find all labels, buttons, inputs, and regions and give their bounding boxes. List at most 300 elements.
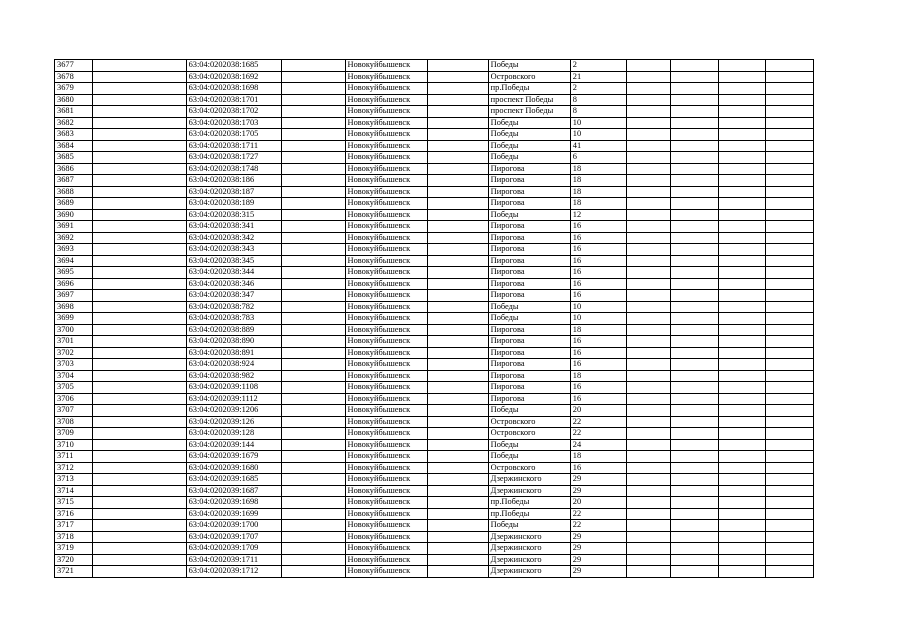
street-cell: Пирогова xyxy=(488,382,570,394)
blank-cell xyxy=(765,60,814,72)
house-number-cell: 2 xyxy=(570,60,626,72)
blank-cell xyxy=(626,439,670,451)
row-number-cell: 3683 xyxy=(55,129,93,141)
street-cell: Победы xyxy=(488,313,570,325)
blank-cell xyxy=(92,163,186,175)
city-cell: Новокуйбышевск xyxy=(345,83,427,95)
blank-cell xyxy=(670,416,718,428)
row-number-cell: 3718 xyxy=(55,531,93,543)
blank-cell xyxy=(765,347,814,359)
row-number-cell: 3720 xyxy=(55,554,93,566)
blank-cell xyxy=(765,232,814,244)
city-cell: Новокуйбышевск xyxy=(345,336,427,348)
table-row xyxy=(55,428,814,440)
blank-cell xyxy=(282,301,345,313)
blank-cell xyxy=(626,347,670,359)
blank-cell xyxy=(719,393,765,405)
blank-cell xyxy=(427,255,488,267)
blank-cell xyxy=(282,393,345,405)
blank-cell xyxy=(427,140,488,152)
city-cell: Новокуйбышевск xyxy=(345,152,427,164)
blank-cell xyxy=(719,531,765,543)
blank-cell xyxy=(626,175,670,187)
blank-cell xyxy=(765,152,814,164)
city-cell: Новокуйбышевск xyxy=(345,313,427,325)
table-row xyxy=(55,278,814,290)
blank-cell xyxy=(92,485,186,497)
row-number-cell: 3708 xyxy=(55,416,93,428)
cadastral-number-cell: 63:04:0202038:1701 xyxy=(186,94,282,106)
blank-cell xyxy=(765,244,814,256)
row-number-cell: 3698 xyxy=(55,301,93,313)
row-number-cell: 3706 xyxy=(55,393,93,405)
blank-cell xyxy=(670,531,718,543)
blank-cell xyxy=(427,117,488,129)
table-row xyxy=(55,232,814,244)
street-cell: Дзержинского xyxy=(488,543,570,555)
blank-cell xyxy=(92,451,186,463)
blank-cell xyxy=(92,497,186,509)
row-number-cell: 3679 xyxy=(55,83,93,95)
blank-cell xyxy=(626,359,670,371)
row-number-cell: 3680 xyxy=(55,94,93,106)
row-number-cell: 3713 xyxy=(55,474,93,486)
blank-cell xyxy=(670,462,718,474)
blank-cell xyxy=(670,94,718,106)
blank-cell xyxy=(427,566,488,578)
blank-cell xyxy=(427,485,488,497)
cadastral-number-cell: 63:04:0202038:1711 xyxy=(186,140,282,152)
house-number-cell: 18 xyxy=(570,163,626,175)
blank-cell xyxy=(626,94,670,106)
cadastral-number-cell: 63:04:0202038:344 xyxy=(186,267,282,279)
street-cell: Победы xyxy=(488,152,570,164)
city-cell: Новокуйбышевск xyxy=(345,163,427,175)
city-cell: Новокуйбышевск xyxy=(345,244,427,256)
city-cell: Новокуйбышевск xyxy=(345,106,427,118)
cadastral-number-cell: 63:04:0202038:347 xyxy=(186,290,282,302)
blank-cell xyxy=(719,186,765,198)
row-number-cell: 3719 xyxy=(55,543,93,555)
house-number-cell: 16 xyxy=(570,382,626,394)
house-number-cell: 16 xyxy=(570,462,626,474)
blank-cell xyxy=(765,255,814,267)
blank-cell xyxy=(427,543,488,555)
blank-cell xyxy=(670,393,718,405)
blank-cell xyxy=(765,94,814,106)
blank-cell xyxy=(282,221,345,233)
blank-cell xyxy=(765,301,814,313)
blank-cell xyxy=(719,290,765,302)
blank-cell xyxy=(626,60,670,72)
blank-cell xyxy=(626,83,670,95)
blank-cell xyxy=(427,175,488,187)
row-number-cell: 3695 xyxy=(55,267,93,279)
blank-cell xyxy=(626,428,670,440)
house-number-cell: 8 xyxy=(570,94,626,106)
blank-cell xyxy=(765,163,814,175)
blank-cell xyxy=(282,439,345,451)
cadastral-number-cell: 63:04:0202039:1108 xyxy=(186,382,282,394)
blank-cell xyxy=(719,198,765,210)
blank-cell xyxy=(626,313,670,325)
blank-cell xyxy=(626,290,670,302)
blank-cell xyxy=(92,347,186,359)
blank-cell xyxy=(670,382,718,394)
street-cell: Островского xyxy=(488,428,570,440)
blank-cell xyxy=(282,94,345,106)
blank-cell xyxy=(670,566,718,578)
row-number-cell: 3686 xyxy=(55,163,93,175)
table-row xyxy=(55,485,814,497)
city-cell: Новокуйбышевск xyxy=(345,129,427,141)
blank-cell xyxy=(282,106,345,118)
blank-cell xyxy=(719,255,765,267)
blank-cell xyxy=(626,451,670,463)
blank-cell xyxy=(719,106,765,118)
blank-cell xyxy=(282,198,345,210)
blank-cell xyxy=(765,428,814,440)
table-row xyxy=(55,71,814,83)
row-number-cell: 3682 xyxy=(55,117,93,129)
city-cell: Новокуйбышевск xyxy=(345,267,427,279)
blank-cell xyxy=(765,405,814,417)
blank-cell xyxy=(765,474,814,486)
blank-cell xyxy=(626,232,670,244)
city-cell: Новокуйбышевск xyxy=(345,301,427,313)
blank-cell xyxy=(719,336,765,348)
table-row xyxy=(55,439,814,451)
blank-cell xyxy=(427,186,488,198)
blank-cell xyxy=(719,232,765,244)
blank-cell xyxy=(626,255,670,267)
blank-cell xyxy=(719,324,765,336)
house-number-cell: 8 xyxy=(570,106,626,118)
blank-cell xyxy=(670,451,718,463)
house-number-cell: 29 xyxy=(570,531,626,543)
blank-cell xyxy=(670,301,718,313)
house-number-cell: 22 xyxy=(570,520,626,532)
city-cell: Новокуйбышевск xyxy=(345,186,427,198)
blank-cell xyxy=(765,451,814,463)
blank-cell xyxy=(92,462,186,474)
blank-cell xyxy=(670,175,718,187)
blank-cell xyxy=(282,255,345,267)
city-cell: Новокуйбышевск xyxy=(345,416,427,428)
table-row xyxy=(55,244,814,256)
blank-cell xyxy=(92,175,186,187)
blank-cell xyxy=(282,566,345,578)
blank-cell xyxy=(719,451,765,463)
city-cell: Новокуйбышевск xyxy=(345,543,427,555)
blank-cell xyxy=(92,267,186,279)
blank-cell xyxy=(282,531,345,543)
blank-cell xyxy=(427,60,488,72)
table-row xyxy=(55,382,814,394)
blank-cell xyxy=(282,451,345,463)
house-number-cell: 18 xyxy=(570,186,626,198)
blank-cell xyxy=(427,278,488,290)
street-cell: Дзержинского xyxy=(488,485,570,497)
blank-cell xyxy=(427,462,488,474)
cadastral-number-cell: 63:04:0202039:1711 xyxy=(186,554,282,566)
city-cell: Новокуйбышевск xyxy=(345,140,427,152)
table-row xyxy=(55,543,814,555)
blank-cell xyxy=(670,520,718,532)
row-number-cell: 3697 xyxy=(55,290,93,302)
table-row xyxy=(55,508,814,520)
table-row xyxy=(55,94,814,106)
table-row xyxy=(55,405,814,417)
city-cell: Новокуйбышевск xyxy=(345,290,427,302)
blank-cell xyxy=(719,554,765,566)
blank-cell xyxy=(765,393,814,405)
city-cell: Новокуйбышевск xyxy=(345,520,427,532)
blank-cell xyxy=(427,221,488,233)
blank-cell xyxy=(765,336,814,348)
street-cell: проспект Победы xyxy=(488,106,570,118)
cadastral-number-cell: 63:04:0202038:1698 xyxy=(186,83,282,95)
city-cell: Новокуйбышевск xyxy=(345,175,427,187)
street-cell: пр.Победы xyxy=(488,497,570,509)
blank-cell xyxy=(670,405,718,417)
house-number-cell: 18 xyxy=(570,451,626,463)
street-cell: Пирогова xyxy=(488,198,570,210)
blank-cell xyxy=(765,543,814,555)
house-number-cell: 16 xyxy=(570,278,626,290)
street-cell: Победы xyxy=(488,60,570,72)
blank-cell xyxy=(670,347,718,359)
city-cell: Новокуйбышевск xyxy=(345,60,427,72)
city-cell: Новокуйбышевск xyxy=(345,485,427,497)
street-cell: Пирогова xyxy=(488,324,570,336)
cadastral-number-cell: 63:04:0202038:1685 xyxy=(186,60,282,72)
blank-cell xyxy=(670,186,718,198)
blank-cell xyxy=(670,485,718,497)
blank-cell xyxy=(719,313,765,325)
street-cell: Пирогова xyxy=(488,267,570,279)
blank-cell xyxy=(626,301,670,313)
blank-cell xyxy=(719,117,765,129)
row-number-cell: 3677 xyxy=(55,60,93,72)
blank-cell xyxy=(719,370,765,382)
cadastral-number-cell: 63:04:0202039:128 xyxy=(186,428,282,440)
blank-cell xyxy=(626,244,670,256)
blank-cell xyxy=(282,60,345,72)
house-number-cell: 18 xyxy=(570,198,626,210)
cadastral-number-cell: 63:04:0202039:1707 xyxy=(186,531,282,543)
blank-cell xyxy=(92,393,186,405)
blank-cell xyxy=(282,485,345,497)
blank-cell xyxy=(626,198,670,210)
blank-cell xyxy=(427,554,488,566)
blank-cell xyxy=(92,566,186,578)
row-number-cell: 3721 xyxy=(55,566,93,578)
cadastral-number-cell: 63:04:0202038:1727 xyxy=(186,152,282,164)
blank-cell xyxy=(719,508,765,520)
blank-cell xyxy=(92,129,186,141)
row-number-cell: 3715 xyxy=(55,497,93,509)
blank-cell xyxy=(765,566,814,578)
blank-cell xyxy=(719,221,765,233)
blank-cell xyxy=(765,221,814,233)
cadastral-number-cell: 63:04:0202038:315 xyxy=(186,209,282,221)
street-cell: Победы xyxy=(488,140,570,152)
row-number-cell: 3699 xyxy=(55,313,93,325)
row-number-cell: 3684 xyxy=(55,140,93,152)
blank-cell xyxy=(92,71,186,83)
table-row xyxy=(55,255,814,267)
cadastral-number-cell: 63:04:0202038:924 xyxy=(186,359,282,371)
house-number-cell: 16 xyxy=(570,255,626,267)
cadastral-number-cell: 63:04:0202038:189 xyxy=(186,198,282,210)
row-number-cell: 3705 xyxy=(55,382,93,394)
blank-cell xyxy=(92,382,186,394)
blank-cell xyxy=(765,370,814,382)
city-cell: Новокуйбышевск xyxy=(345,347,427,359)
blank-cell xyxy=(282,175,345,187)
blank-cell xyxy=(282,382,345,394)
blank-cell xyxy=(670,129,718,141)
blank-cell xyxy=(626,531,670,543)
cadastral-number-cell: 63:04:0202039:1680 xyxy=(186,462,282,474)
cadastral-number-cell: 63:04:0202038:782 xyxy=(186,301,282,313)
blank-cell xyxy=(626,71,670,83)
street-cell: Победы xyxy=(488,520,570,532)
blank-cell xyxy=(626,474,670,486)
blank-cell xyxy=(427,474,488,486)
blank-cell xyxy=(765,186,814,198)
blank-cell xyxy=(92,520,186,532)
city-cell: Новокуйбышевск xyxy=(345,439,427,451)
cadastral-number-cell: 63:04:0202039:1206 xyxy=(186,405,282,417)
house-number-cell: 16 xyxy=(570,336,626,348)
house-number-cell: 10 xyxy=(570,129,626,141)
blank-cell xyxy=(427,393,488,405)
blank-cell xyxy=(427,232,488,244)
city-cell: Новокуйбышевск xyxy=(345,393,427,405)
blank-cell xyxy=(765,209,814,221)
street-cell: Пирогова xyxy=(488,347,570,359)
table-row xyxy=(55,186,814,198)
blank-cell xyxy=(670,474,718,486)
blank-cell xyxy=(427,451,488,463)
blank-cell xyxy=(719,462,765,474)
cadastral-number-cell: 63:04:0202039:1679 xyxy=(186,451,282,463)
house-number-cell: 12 xyxy=(570,209,626,221)
blank-cell xyxy=(282,232,345,244)
table-row xyxy=(55,209,814,221)
blank-cell xyxy=(719,278,765,290)
blank-cell xyxy=(92,83,186,95)
house-number-cell: 16 xyxy=(570,232,626,244)
blank-cell xyxy=(626,520,670,532)
blank-cell xyxy=(765,520,814,532)
blank-cell xyxy=(626,370,670,382)
blank-cell xyxy=(765,83,814,95)
blank-cell xyxy=(92,198,186,210)
house-number-cell: 10 xyxy=(570,301,626,313)
table-row xyxy=(55,531,814,543)
table-row xyxy=(55,313,814,325)
blank-cell xyxy=(626,485,670,497)
blank-cell xyxy=(626,163,670,175)
blank-cell xyxy=(626,508,670,520)
street-cell: Дзержинского xyxy=(488,554,570,566)
blank-cell xyxy=(719,175,765,187)
blank-cell xyxy=(92,324,186,336)
street-cell: Победы xyxy=(488,209,570,221)
city-cell: Новокуйбышевск xyxy=(345,566,427,578)
row-number-cell: 3681 xyxy=(55,106,93,118)
city-cell: Новокуйбышевск xyxy=(345,232,427,244)
blank-cell xyxy=(765,278,814,290)
blank-cell xyxy=(670,278,718,290)
table-row xyxy=(55,474,814,486)
blank-cell xyxy=(626,382,670,394)
cadastral-number-cell: 63:04:0202039:126 xyxy=(186,416,282,428)
house-number-cell: 10 xyxy=(570,313,626,325)
blank-cell xyxy=(282,428,345,440)
cadastral-number-cell: 63:04:0202039:1699 xyxy=(186,508,282,520)
street-cell: пр.Победы xyxy=(488,83,570,95)
blank-cell xyxy=(765,439,814,451)
blank-cell xyxy=(427,405,488,417)
blank-cell xyxy=(626,186,670,198)
blank-cell xyxy=(719,566,765,578)
blank-cell xyxy=(92,405,186,417)
blank-cell xyxy=(626,405,670,417)
street-cell: Островского xyxy=(488,462,570,474)
cadastral-number-cell: 63:04:0202038:1702 xyxy=(186,106,282,118)
blank-cell xyxy=(282,209,345,221)
cadastral-number-cell: 63:04:0202039:144 xyxy=(186,439,282,451)
cadastral-number-cell: 63:04:0202038:341 xyxy=(186,221,282,233)
blank-cell xyxy=(427,290,488,302)
blank-cell xyxy=(427,267,488,279)
blank-cell xyxy=(626,221,670,233)
blank-cell xyxy=(427,531,488,543)
row-number-cell: 3714 xyxy=(55,485,93,497)
blank-cell xyxy=(670,221,718,233)
street-cell: Островского xyxy=(488,71,570,83)
blank-cell xyxy=(626,336,670,348)
cadastral-number-cell: 63:04:0202038:346 xyxy=(186,278,282,290)
row-number-cell: 3694 xyxy=(55,255,93,267)
table-row xyxy=(55,117,814,129)
row-number-cell: 3689 xyxy=(55,198,93,210)
city-cell: Новокуйбышевск xyxy=(345,117,427,129)
table-row xyxy=(55,393,814,405)
house-number-cell: 18 xyxy=(570,370,626,382)
blank-cell xyxy=(765,267,814,279)
blank-cell xyxy=(670,152,718,164)
blank-cell xyxy=(282,324,345,336)
city-cell: Новокуйбышевск xyxy=(345,198,427,210)
house-number-cell: 16 xyxy=(570,347,626,359)
blank-cell xyxy=(427,347,488,359)
blank-cell xyxy=(427,106,488,118)
blank-cell xyxy=(427,520,488,532)
blank-cell xyxy=(427,382,488,394)
blank-cell xyxy=(282,416,345,428)
street-cell: Дзержинского xyxy=(488,474,570,486)
blank-cell xyxy=(427,508,488,520)
city-cell: Новокуйбышевск xyxy=(345,324,427,336)
house-number-cell: 22 xyxy=(570,508,626,520)
house-number-cell: 21 xyxy=(570,71,626,83)
table-row xyxy=(55,370,814,382)
